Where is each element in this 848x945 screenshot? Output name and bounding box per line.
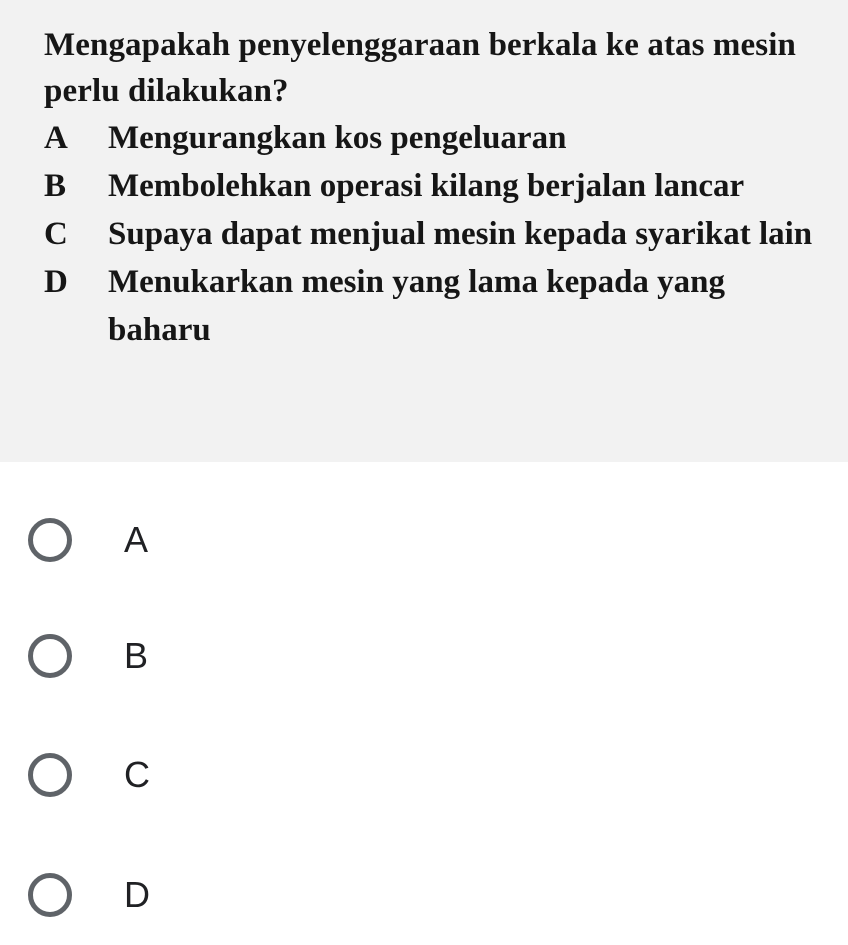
- radio-button-icon[interactable]: [28, 873, 72, 917]
- answer-option-d[interactable]: [28, 867, 150, 923]
- answer-option-c[interactable]: [28, 747, 150, 803]
- choice-a: [44, 114, 818, 162]
- choice-text: Membolehkan operasi kilang berjalan lancar: [108, 168, 745, 204]
- choice-text: Supaya dapat menjual mesin kepada syarikat lain: [108, 216, 813, 252]
- question-stem: Mengapakah penyelenggaraan berkala ke atas mesin perlu dilakukan?: [44, 27, 796, 109]
- answer-label[interactable]: B: [124, 635, 149, 676]
- choice-letter: A: [44, 120, 68, 156]
- choice-text: Menukarkan mesin yang lama kepada yang baharu: [108, 264, 726, 348]
- radio-button-icon[interactable]: [28, 518, 72, 562]
- choice-letter: D: [44, 264, 68, 300]
- answer-option-b[interactable]: [28, 628, 148, 684]
- question-image: [0, 0, 848, 462]
- choice-letter: B: [44, 168, 67, 204]
- radio-button-icon[interactable]: [28, 753, 72, 797]
- choice-c: [44, 210, 818, 258]
- answer-option-a[interactable]: [28, 512, 148, 568]
- answer-label[interactable]: C: [124, 754, 150, 795]
- answer-label[interactable]: A: [124, 519, 149, 560]
- choice-b: [44, 162, 818, 210]
- answer-label[interactable]: D: [124, 874, 150, 915]
- choice-letter: C: [44, 216, 68, 252]
- choice-d: [44, 258, 818, 354]
- choice-text: Mengurangkan kos pengeluaran: [108, 120, 567, 156]
- radio-button-icon[interactable]: [28, 634, 72, 678]
